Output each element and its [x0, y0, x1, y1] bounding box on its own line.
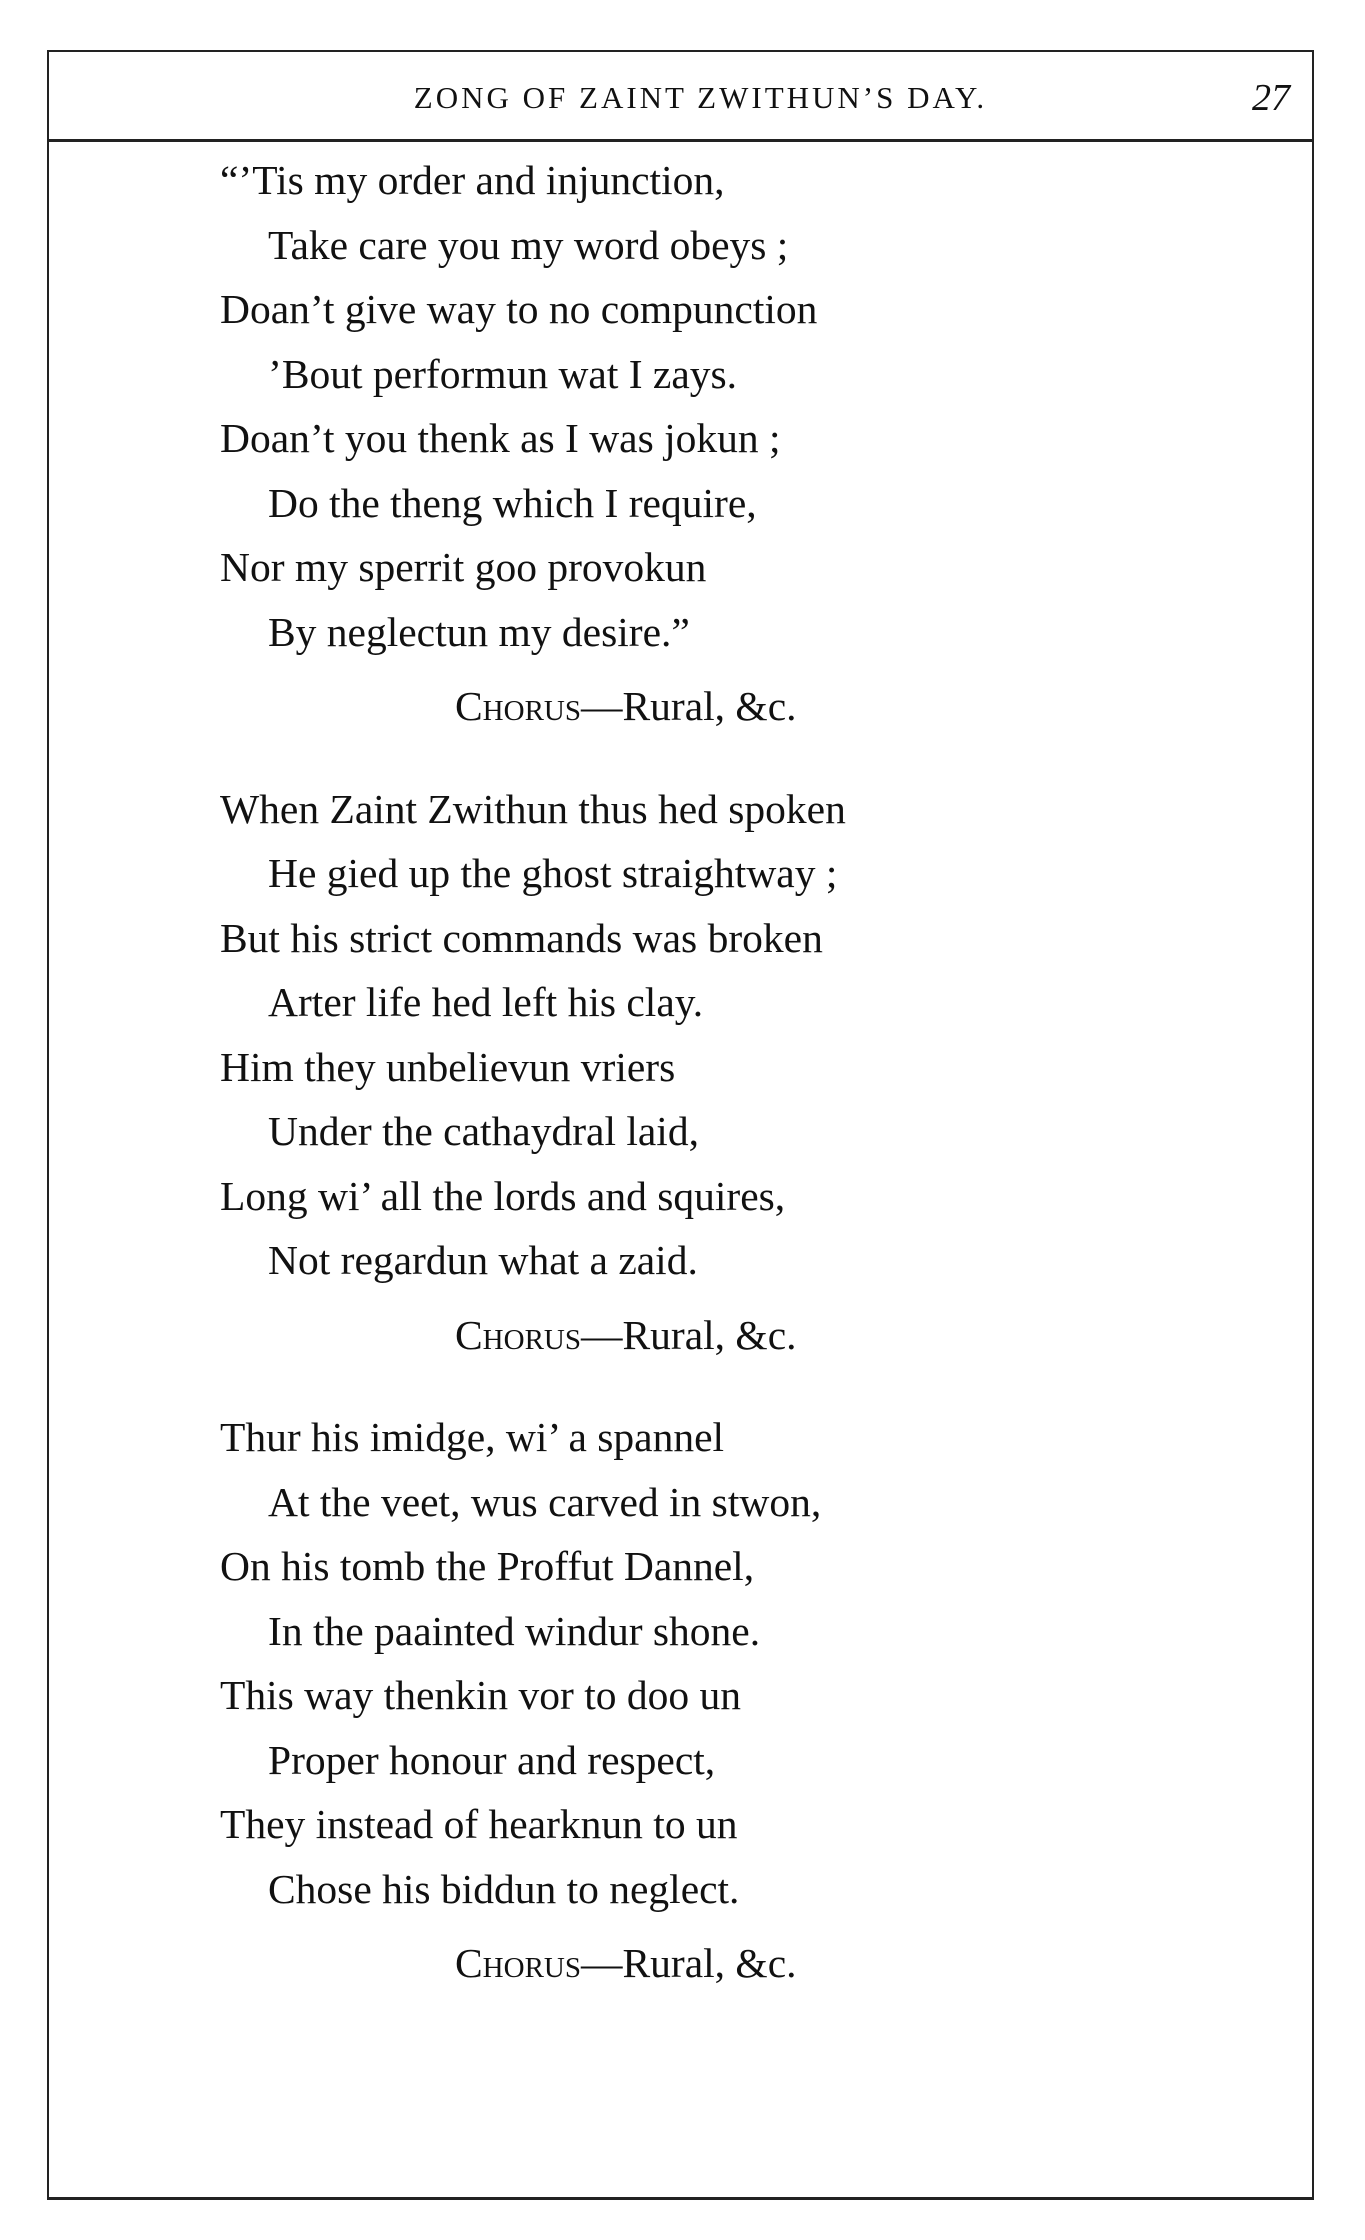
- verse-line: At the veet, wus carved in stwon,: [268, 1478, 822, 1525]
- verse-line: Chose his biddun to neglect.: [268, 1865, 740, 1912]
- page-header: [49, 52, 1312, 142]
- stanza-1: [220, 148, 1120, 739]
- verse-line: Long wi’ all the lords and squires,: [220, 1172, 786, 1219]
- chorus-line: [220, 674, 1120, 739]
- verse-line: Arter life hed left his clay.: [268, 979, 704, 1025]
- chorus-label: Chorus: [455, 1311, 581, 1358]
- poem-body: [220, 148, 1120, 2034]
- chorus-line: [220, 1931, 1120, 1996]
- verse-line: Not regardun what a zaid.: [268, 1237, 698, 1283]
- page-number: 27: [1252, 77, 1290, 119]
- verse-line: Him they unbelievun vriers: [220, 1043, 676, 1090]
- verse-line: Take care you my word obeys ;: [268, 221, 789, 268]
- verse-line: Under the cathaydral laid,: [268, 1108, 699, 1154]
- stanza-3: [220, 1405, 1120, 1996]
- stanza-2: [220, 777, 1120, 1368]
- verse-line: Proper honour and respect,: [268, 1736, 716, 1783]
- verse-line: He gied up the ghost straightway ;: [268, 850, 838, 896]
- running-title: ZONG OF ZAINT ZWITHUN’S DAY.: [413, 80, 988, 115]
- chorus-text: —Rural, &c.: [580, 1940, 797, 1986]
- verse-line: Do the theng which I require,: [268, 479, 757, 526]
- verse-line: “’Tis my order and injunction,: [220, 157, 725, 203]
- chorus-label: Chorus: [455, 683, 581, 729]
- verse-line: By neglectun my desire.”: [268, 608, 690, 655]
- verse-line: This way thenkin vor to doo un: [220, 1672, 741, 1718]
- chorus-text: —Rural, &c.: [580, 683, 797, 729]
- verse-line: But his strict commands was broken: [220, 914, 823, 961]
- verse-line: Thur his imidge, wi’ a spannel: [220, 1414, 725, 1460]
- chorus-text: —Rural, &c.: [580, 1311, 797, 1358]
- verse-line: Doan’t give way to no compunction: [220, 286, 818, 332]
- verse-line: Nor my sperrit goo provokun: [220, 544, 707, 590]
- verse-line: When Zaint Zwithun thus hed spoken: [220, 785, 846, 832]
- chorus-label: Chorus: [455, 1940, 581, 1986]
- verse-line: Doan’t you thenk as I was jokun ;: [220, 415, 781, 461]
- verse-line: ’Bout performun wat I zays.: [268, 350, 738, 397]
- verse-line: In the paainted windur shone.: [268, 1607, 761, 1654]
- chorus-line: [220, 1303, 1120, 1368]
- verse-line: They instead of hearknun to un: [220, 1801, 738, 1847]
- verse-line: On his tomb the Proffut Dannel,: [220, 1543, 755, 1589]
